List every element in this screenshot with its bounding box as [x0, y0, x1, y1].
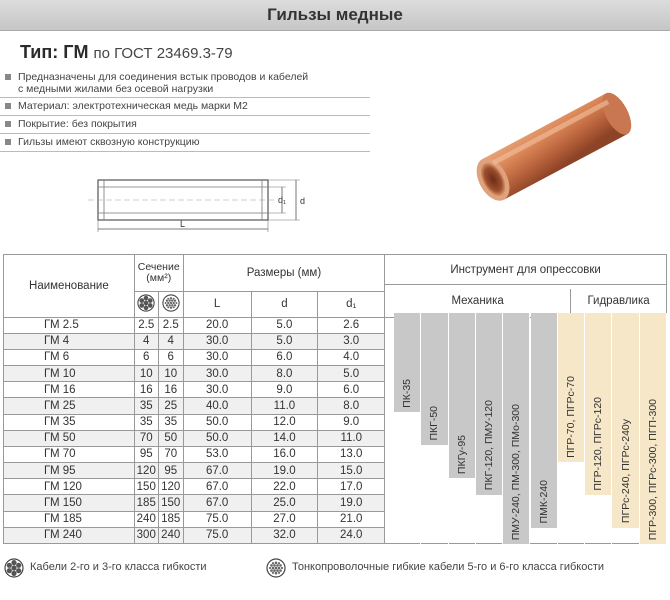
- cell-L: 30.0: [183, 382, 251, 398]
- cell-name: ГМ 16: [4, 382, 135, 398]
- tool-column: [503, 313, 530, 544]
- tool-label: ПГР-300, ПГРс-300, ПГП-300: [646, 398, 659, 540]
- cell-section-class23: 35: [134, 398, 158, 414]
- class56-icon-header: [158, 291, 183, 317]
- drawing-label-d: d: [300, 196, 306, 206]
- tool-range-bar: [503, 313, 529, 544]
- cell-section-class23: 6: [134, 349, 158, 365]
- col-header-section: Сечение (мм²): [134, 255, 183, 292]
- cell-name: ГМ 6: [4, 349, 135, 365]
- col-header-d1: d₁: [318, 291, 385, 317]
- cell-section-class23: 185: [134, 495, 158, 511]
- tool-label: ПК-35: [401, 379, 414, 408]
- cell-d: 12.0: [251, 414, 318, 430]
- bullet-icon: [5, 121, 11, 127]
- tool-column: [476, 313, 503, 544]
- drawing-label-d1: d₁: [278, 195, 287, 205]
- cell-d1: 8.0: [318, 398, 385, 414]
- tool-column: [558, 313, 585, 544]
- feature-text: Материал: электротехническая медь марки М2: [18, 100, 248, 112]
- cell-d1: 15.0: [318, 463, 385, 479]
- cell-name: ГМ 50: [4, 430, 135, 446]
- cell-L: 67.0: [183, 495, 251, 511]
- cell-section-class56: 150: [158, 495, 183, 511]
- col-header-L: L: [183, 291, 251, 317]
- cell-d: 32.0: [251, 527, 318, 543]
- tool-range-bar: [612, 313, 638, 528]
- cell-L: 50.0: [183, 430, 251, 446]
- tool-column: [394, 313, 421, 544]
- cell-section-class23: 300: [134, 527, 158, 543]
- cell-d: 9.0: [251, 382, 318, 398]
- cell-d: 5.0: [251, 317, 318, 333]
- cell-name: ГМ 185: [4, 511, 135, 527]
- cell-d1: 6.0: [318, 382, 385, 398]
- cell-name: ГМ 150: [4, 495, 135, 511]
- tool-label: ПГР-120, ПГРс-120: [592, 396, 605, 491]
- feature-item: [0, 136, 370, 152]
- tool-range-bar: [531, 313, 557, 528]
- col-header-d: d: [251, 291, 318, 317]
- tool-range-bar: [558, 313, 584, 462]
- tool-label: ПГРс-240, ПГРс-240у: [619, 419, 632, 524]
- col-header-tools: Инструмент для опрессовки: [385, 255, 667, 285]
- feature-text: Предназначены для соединения встык проводов и кабелей: [18, 71, 309, 83]
- cell-section-class23: 10: [134, 366, 158, 382]
- cell-d: 8.0: [251, 366, 318, 382]
- cell-d1: 13.0: [318, 446, 385, 462]
- cell-section-class23: 2.5: [134, 317, 158, 333]
- cell-section-class56: 95: [158, 463, 183, 479]
- cell-name: ГМ 95: [4, 463, 135, 479]
- cell-section-class56: 185: [158, 511, 183, 527]
- cell-name: ГМ 10: [4, 366, 135, 382]
- cell-L: 75.0: [183, 527, 251, 543]
- cell-d: 14.0: [251, 430, 318, 446]
- cell-section-class23: 95: [134, 446, 158, 462]
- tool-range-bar: [421, 313, 447, 445]
- cell-name: ГМ 240: [4, 527, 135, 543]
- feature-item: [0, 100, 370, 116]
- cell-section-class56: 10: [158, 366, 183, 382]
- tool-column: [421, 313, 448, 544]
- feature-text: Гильзы имеют сквозную конструкцию: [18, 136, 200, 148]
- cell-L: 67.0: [183, 463, 251, 479]
- tool-label: ПКГу-95: [455, 434, 468, 474]
- crimping-tools-area: [394, 313, 667, 544]
- class56-icon: [266, 558, 286, 578]
- tool-column: [640, 313, 667, 544]
- cell-d1: 5.0: [318, 366, 385, 382]
- tool-label: ПМК-240: [537, 480, 550, 524]
- drawing-label-L: L: [180, 219, 186, 229]
- cell-d1: 9.0: [318, 414, 385, 430]
- gost-label: по ГОСТ 23469.3-79: [93, 45, 233, 62]
- cell-section-class56: 6: [158, 349, 183, 365]
- cell-L: 30.0: [183, 366, 251, 382]
- cell-d: 5.0: [251, 333, 318, 349]
- tool-range-bar: [394, 313, 420, 412]
- tool-label: ПКГ-120, ПМУ-120: [483, 400, 496, 491]
- cell-section-class56: 2.5: [158, 317, 183, 333]
- cell-section-class23: 4: [134, 333, 158, 349]
- cell-d1: 11.0: [318, 430, 385, 446]
- bullet-icon: [5, 103, 11, 109]
- cell-d1: 4.0: [318, 349, 385, 365]
- bullet-icon: [5, 74, 11, 80]
- cell-d: 27.0: [251, 511, 318, 527]
- type-label: Тип: ГМ: [20, 42, 89, 62]
- cell-d1: 3.0: [318, 333, 385, 349]
- col-header-mechanics: Механика: [385, 289, 571, 313]
- tool-label: ПМУ-240, ПМ-300, ПМо-300: [510, 403, 523, 540]
- page-title: [0, 0, 670, 31]
- cell-d: 16.0: [251, 446, 318, 462]
- cell-d: 25.0: [251, 495, 318, 511]
- cell-d: 19.0: [251, 463, 318, 479]
- page-title-text: Гильзы медные: [267, 5, 403, 24]
- cell-L: 30.0: [183, 333, 251, 349]
- cell-L: 75.0: [183, 511, 251, 527]
- tool-range-bar: [449, 313, 475, 478]
- cell-section-class56: 70: [158, 446, 183, 462]
- legend-class56: Тонкопроволочные гибкие кабели 5-го и 6-го класса гибкости: [292, 561, 604, 573]
- cell-L: 53.0: [183, 446, 251, 462]
- cell-L: 20.0: [183, 317, 251, 333]
- cell-d: 11.0: [251, 398, 318, 414]
- cell-section-class23: 150: [134, 479, 158, 495]
- cell-section-class56: 240: [158, 527, 183, 543]
- sleeve-drawing: [88, 168, 318, 238]
- feature-text: Покрытие: без покрытия: [18, 118, 137, 130]
- cell-d1: 2.6: [318, 317, 385, 333]
- cell-d: 22.0: [251, 479, 318, 495]
- feature-text: с медными жилами без осевой нагрузки: [18, 83, 214, 95]
- cell-section-class23: 70: [134, 430, 158, 446]
- cell-name: ГМ 120: [4, 479, 135, 495]
- cell-section-class23: 16: [134, 382, 158, 398]
- feature-item: [0, 71, 370, 98]
- cell-L: 30.0: [183, 349, 251, 365]
- tool-range-bar: [640, 313, 666, 544]
- class23-icon: [4, 558, 24, 578]
- cell-d: 6.0: [251, 349, 318, 365]
- tool-column: [531, 313, 558, 544]
- cell-section-class56: 25: [158, 398, 183, 414]
- cell-section-class23: 120: [134, 463, 158, 479]
- cell-name: ГМ 35: [4, 414, 135, 430]
- cell-name: ГМ 4: [4, 333, 135, 349]
- cell-section-class56: 4: [158, 333, 183, 349]
- cell-section-class23: 35: [134, 414, 158, 430]
- col-header-dimensions: Размеры (мм): [183, 255, 384, 292]
- cell-name: ГМ 25: [4, 398, 135, 414]
- tool-range-bar: [585, 313, 611, 495]
- type-heading: [20, 42, 233, 63]
- cell-d1: 24.0: [318, 527, 385, 543]
- col-header-name: Наименование: [4, 255, 135, 318]
- tool-column: [585, 313, 612, 544]
- bullet-icon: [5, 139, 11, 145]
- cell-d1: 21.0: [318, 511, 385, 527]
- copper-sleeve-image: [455, 88, 645, 208]
- cell-section-class56: 50: [158, 430, 183, 446]
- cell-L: 40.0: [183, 398, 251, 414]
- cell-d1: 19.0: [318, 495, 385, 511]
- cell-d1: 17.0: [318, 479, 385, 495]
- tool-column: [612, 313, 639, 544]
- tool-range-bar: [476, 313, 502, 495]
- cell-L: 50.0: [183, 414, 251, 430]
- tool-column: [449, 313, 476, 544]
- col-header-hydraulics: Гидравлика: [587, 294, 650, 307]
- feature-item: [0, 118, 370, 134]
- class23-icon-header: [134, 291, 158, 317]
- cell-name: ГМ 70: [4, 446, 135, 462]
- cell-section-class56: 16: [158, 382, 183, 398]
- cell-L: 67.0: [183, 479, 251, 495]
- cell-section-class23: 240: [134, 511, 158, 527]
- cell-section-class56: 35: [158, 414, 183, 430]
- cell-name: ГМ 2.5: [4, 317, 135, 333]
- tool-label: ПГР-70, ПГРс-70: [564, 375, 577, 458]
- legend-class23: Кабели 2-го и 3-го класса гибкости: [30, 561, 207, 573]
- cell-section-class56: 120: [158, 479, 183, 495]
- tool-label: ПКГ-50: [428, 406, 441, 441]
